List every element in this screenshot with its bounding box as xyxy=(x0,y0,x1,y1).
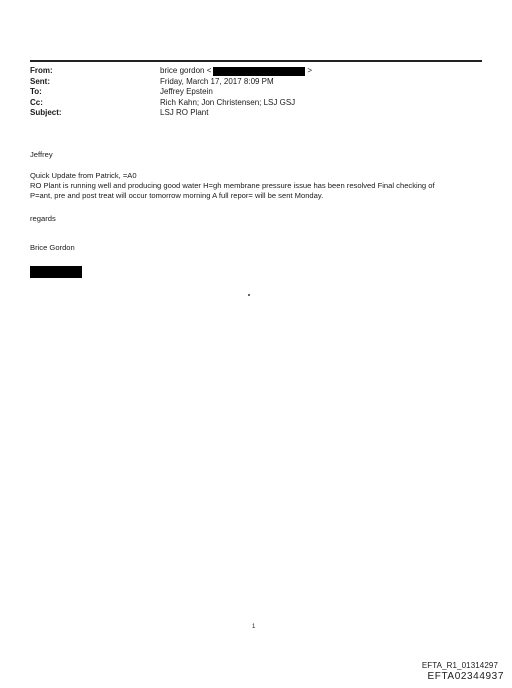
to-label: To: xyxy=(30,87,42,97)
signature: Brice Gordon xyxy=(30,243,75,252)
closing: regards xyxy=(30,214,56,223)
sent-value: Friday, March 17, 2017 8:09 PM xyxy=(160,76,274,86)
bates-number-primary: EFTA_R1_01314297 xyxy=(421,661,498,670)
email-body xyxy=(30,150,490,253)
page-number: 1 xyxy=(252,624,256,630)
sent-row xyxy=(30,77,312,88)
bates-number-secondary: EFTA02344937 xyxy=(427,671,504,682)
email-header xyxy=(30,66,312,119)
from-value xyxy=(160,66,312,77)
from-row xyxy=(30,66,312,77)
subject-label: Subject: xyxy=(30,108,62,118)
body-line-2: RO Plant is running well and producing good water H=gh membrane pressure issue has been resolved Final checking of xyxy=(30,181,435,190)
cc-row xyxy=(30,98,312,109)
subject-value: LSJ RO Plant xyxy=(160,108,209,118)
greeting: Jeffrey xyxy=(30,150,53,159)
body-line-1: Quick Update from Patrick, =A0 xyxy=(30,171,137,180)
scan-speck xyxy=(248,294,250,296)
from-suffix: > xyxy=(307,66,313,75)
subject-row xyxy=(30,108,312,119)
body-line-3: P=ant, pre and post treat will occur tomorrow morning A full repor= will be sent Monday. xyxy=(30,191,324,200)
from-label: From: xyxy=(30,66,53,75)
redaction-box xyxy=(213,67,305,76)
header-rule xyxy=(30,60,482,62)
cc-label: Cc: xyxy=(30,97,43,107)
from-name: brice gordon < xyxy=(160,66,212,75)
sent-label: Sent: xyxy=(30,76,50,86)
to-row xyxy=(30,87,312,98)
redaction-block xyxy=(30,266,82,278)
cc-value: Rich Kahn; Jon Christensen; LSJ GSJ xyxy=(160,97,296,107)
to-value: Jeffrey Epstein xyxy=(160,87,213,97)
